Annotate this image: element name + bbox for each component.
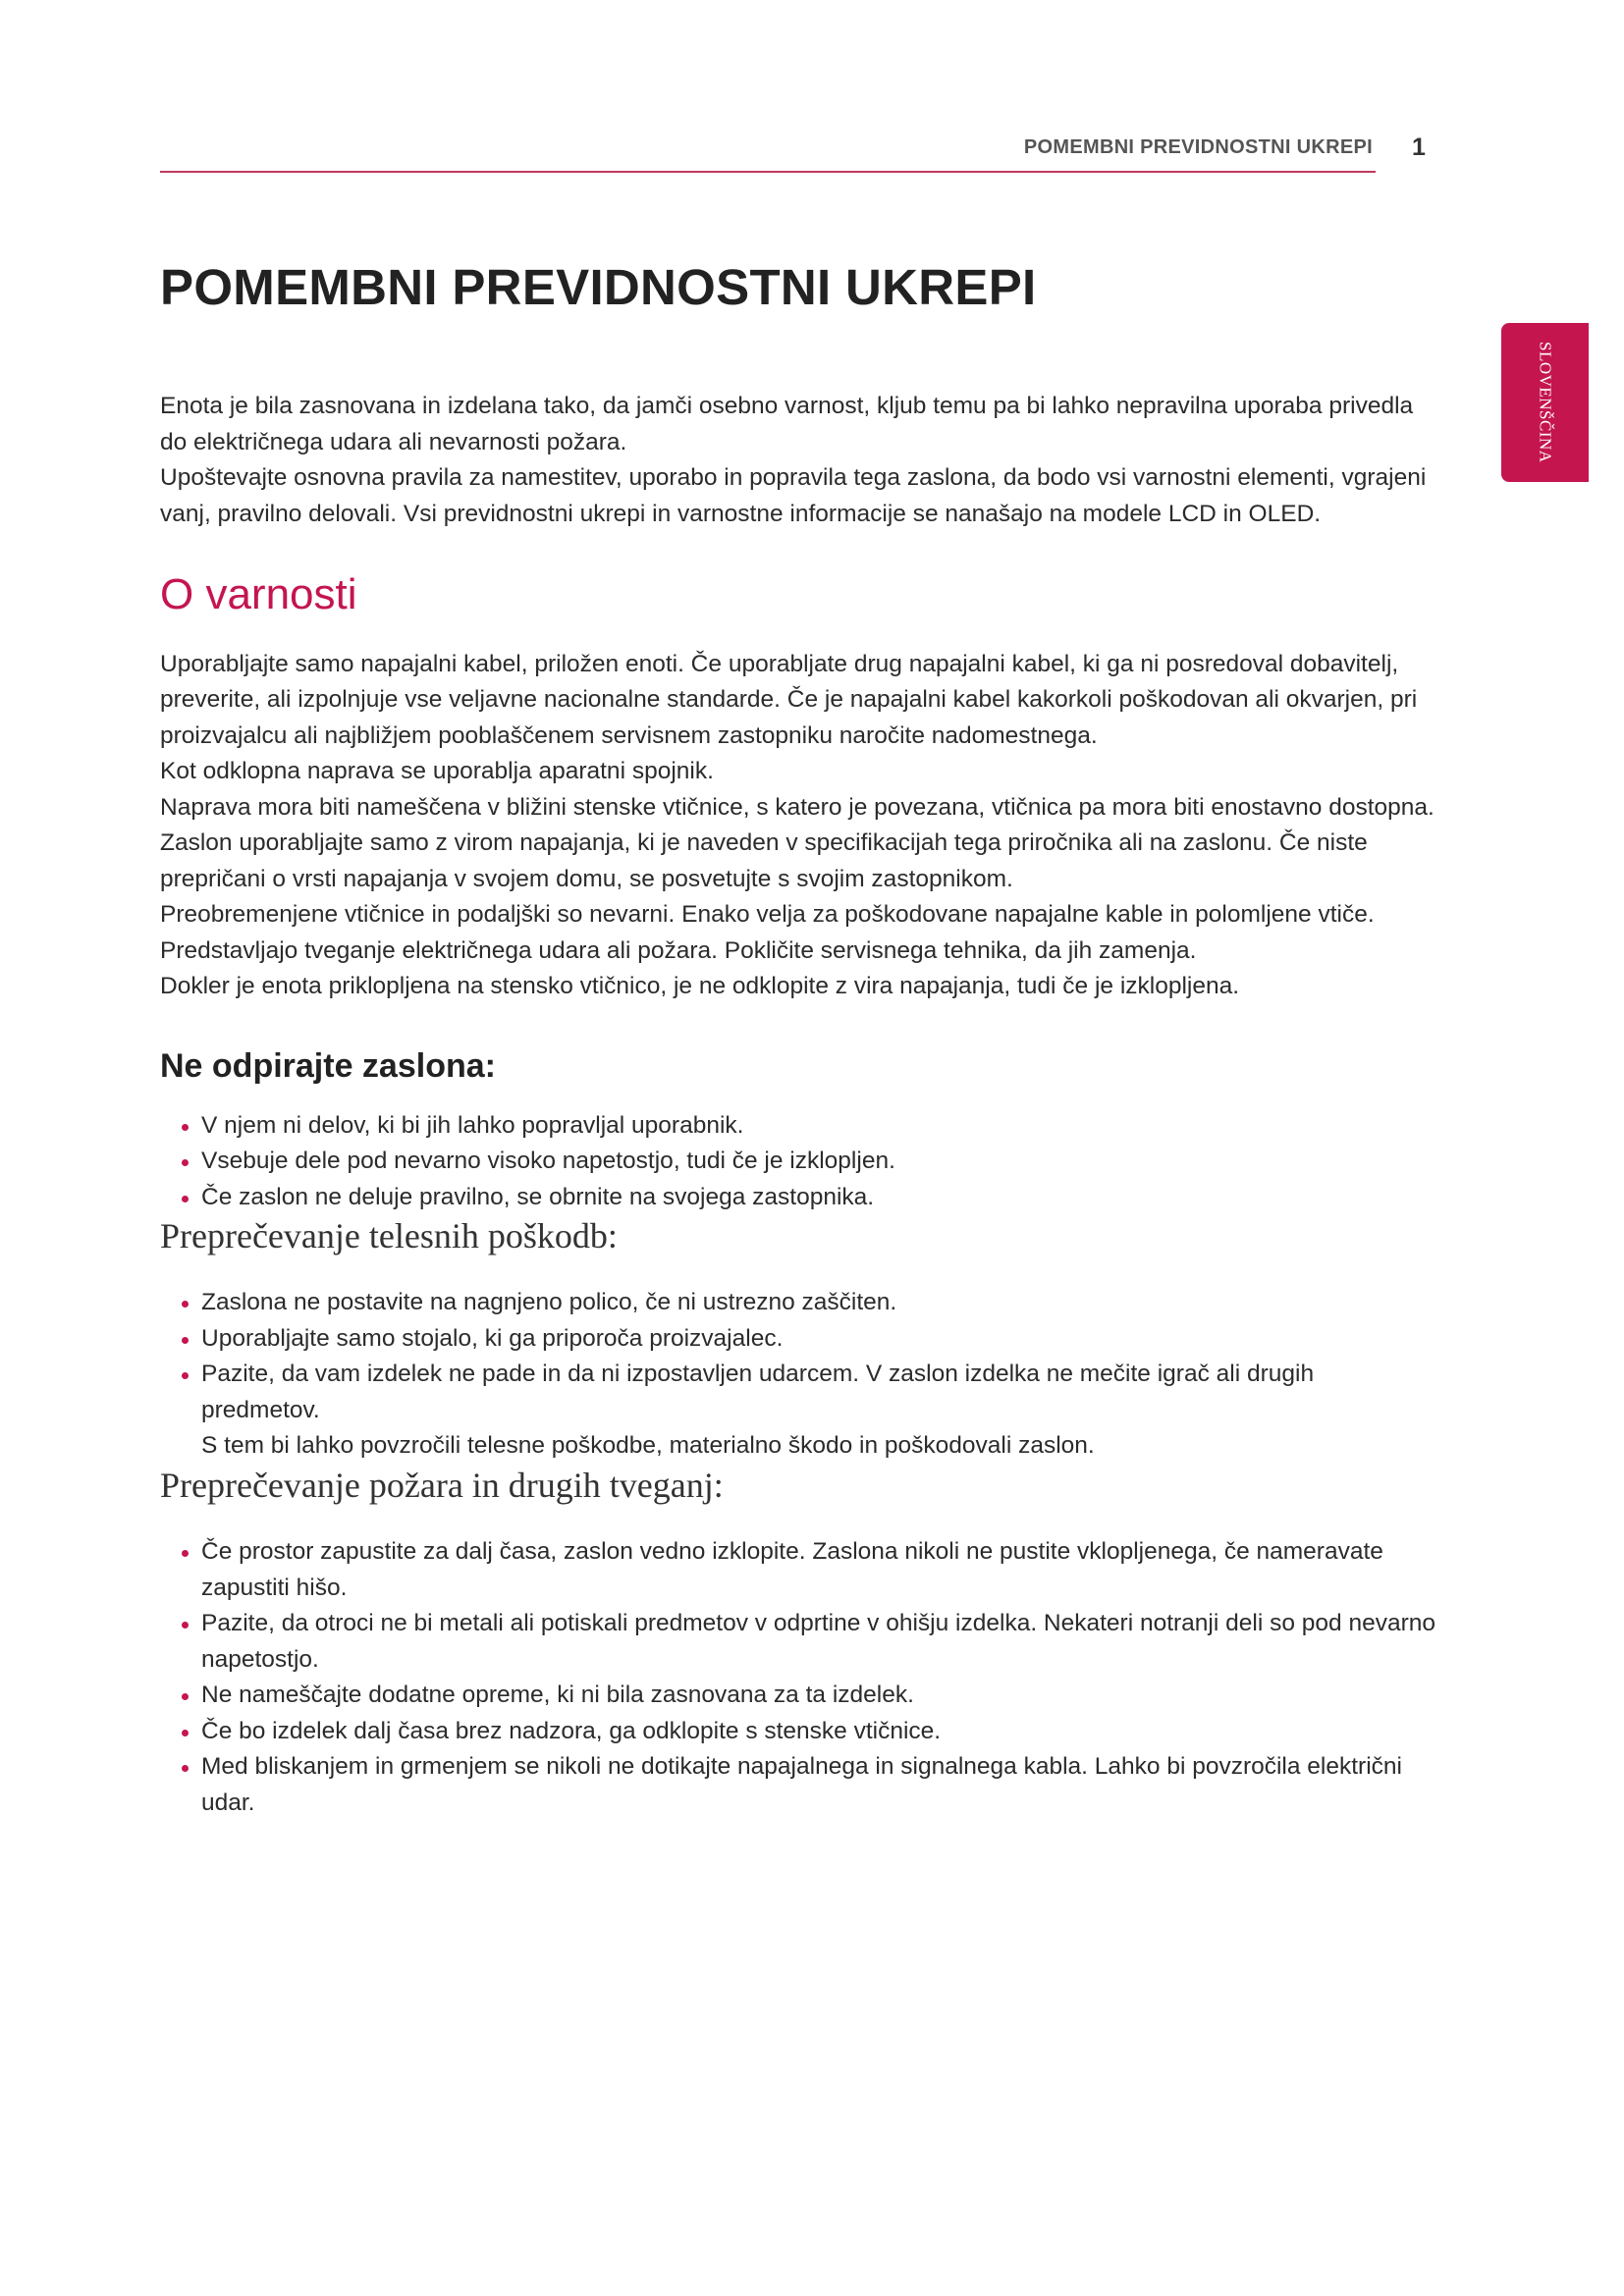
list-item: Vsebuje dele pod nevarno visoko napetostjo, tudi če je izklopljen. <box>160 1144 1436 1180</box>
list-item: Če bo izdelek dalj časa brez nadzora, ga odklopite s stenske vtičnice. <box>160 1714 1436 1750</box>
list-item: Med bliskanjem in grmenjem se nikoli ne dotikajte napajalnega in signalnega kabla. Lahko bi povzročila električni udar. <box>160 1749 1436 1821</box>
list-item-text: Pazite, da vam izdelek ne pade in da ni izpostavljen udarcem. V zaslon izdelka ne mečite igrač ali drugih predmetov. <box>201 1361 1315 1423</box>
safety-paragraph: Preobremenjene vtičnice in podaljški so nevarni. Enako velja za poškodovane napajalne kable in polomljene vtiče. Predstavljajo tveganje električnega udara ali požara. Pokličite servisnega tehnika, da jih zamenja. <box>160 901 1375 964</box>
subheading-do-not-open: Ne odpirajte zaslona: <box>160 1046 496 1085</box>
language-tab-label: SLOVENŠČINA <box>1536 342 1555 463</box>
language-tab <box>1501 323 1589 482</box>
safety-paragraph: Kot odklopna naprava se uporablja aparatni spojnik. <box>160 758 714 785</box>
page-content <box>160 257 1436 1821</box>
list-item: Če zaslon ne deluje pravilno, se obrnite na svojega zastopnika. <box>160 1180 1436 1216</box>
subheading-injury-prevention: Preprečevanje telesnih poškodb: <box>160 1216 618 1256</box>
safety-paragraph: Dokler je enota priklopljena na stensko vtičnico, je ne odklopite z vira napajanja, tudi če je izklopljena. <box>160 973 1240 1000</box>
page-title: POMEMBNI PREVIDNOSTNI UKREPI <box>160 259 1037 315</box>
list-item: Uporabljajte samo stojalo, ki ga priporoča proizvajalec. <box>160 1321 1436 1358</box>
list-item: Zaslona ne postavite na nagnjeno polico, če ni ustrezno zaščiten. <box>160 1285 1436 1321</box>
section-heading-safety: O varnosti <box>160 570 357 619</box>
safety-section <box>160 647 1436 1005</box>
list-item: V njem ni delov, ki bi jih lahko popravljal uporabnik. <box>160 1108 1436 1145</box>
fire-prevention-list <box>160 1534 1436 1821</box>
list-item: Če prostor zapustite za dalj časa, zaslon vedno izklopite. Zaslona nikoli ne pustite vklopljenega, če nameravate zapustiti hišo. <box>160 1534 1436 1606</box>
list-item <box>160 1357 1436 1465</box>
do-not-open-list <box>160 1108 1436 1216</box>
list-item-continuation: S tem bi lahko povzročili telesne poškodbe, materialno škodo in poškodovali zaslon. <box>201 1432 1095 1460</box>
page-number: 1 <box>1412 133 1426 161</box>
intro-paragraph: Upoštevajte osnovna pravila za namestitev, uporabo in popravila tega zaslona, da bodo vsi varnostni elementi, vgrajeni vanj, pravilno delovali. Vsi previdnostni ukrepi in varnostne informacije se nanašajo na modele LCD in OLED. <box>160 464 1427 527</box>
list-item: Ne nameščajte dodatne opreme, ki ni bila zasnovana za ta izdelek. <box>160 1678 1436 1714</box>
injury-prevention-list <box>160 1285 1436 1465</box>
intro-paragraph: Enota je bila zasnovana in izdelana tako, da jamči osebno varnost, kljub temu pa bi lahko nepravilna uporaba privedla do električnega udara ali nevarnosti požara. <box>160 393 1414 455</box>
safety-paragraph: Naprava mora biti nameščena v bližini stenske vtičnice, s katero je povezana, vtičnica pa mora biti enostavno dostopna. <box>160 793 1435 821</box>
subheading-fire-prevention: Preprečevanje požara in drugih tveganj: <box>160 1465 724 1505</box>
safety-paragraph: Zaslon uporabljajte samo z virom napajanja, ki je naveden v specifikacijah tega priročnika ali na zaslonu. Če niste prepričani o vrsti napajanja v svojem domu, se posvetujte s svojim zastopnikom. <box>160 829 1368 892</box>
list-item: Pazite, da otroci ne bi metali ali potiskali predmetov v odprtine v ohišju izdelka. Nekateri notranji deli so pod nevarno napetostjo. <box>160 1606 1436 1678</box>
safety-paragraph: Uporabljajte samo napajalni kabel, priložen enoti. Če uporabljate drug napajalni kabel, ki ga ni posredoval dobavitelj, preverite, ali izpolnjuje vse veljavne nacionalne standarde. Če je napajalni kabel kakorkoli poškodovan ali okvarjen, pri proizvajalcu ali najbližjem pooblaščenem servisnem zastopniku naročite nadomestnega. <box>160 650 1418 749</box>
intro-section <box>160 389 1436 532</box>
header-divider <box>160 171 1376 173</box>
running-header-title: POMEMBNI PREVIDNOSTNI UKREPI <box>1023 136 1373 158</box>
